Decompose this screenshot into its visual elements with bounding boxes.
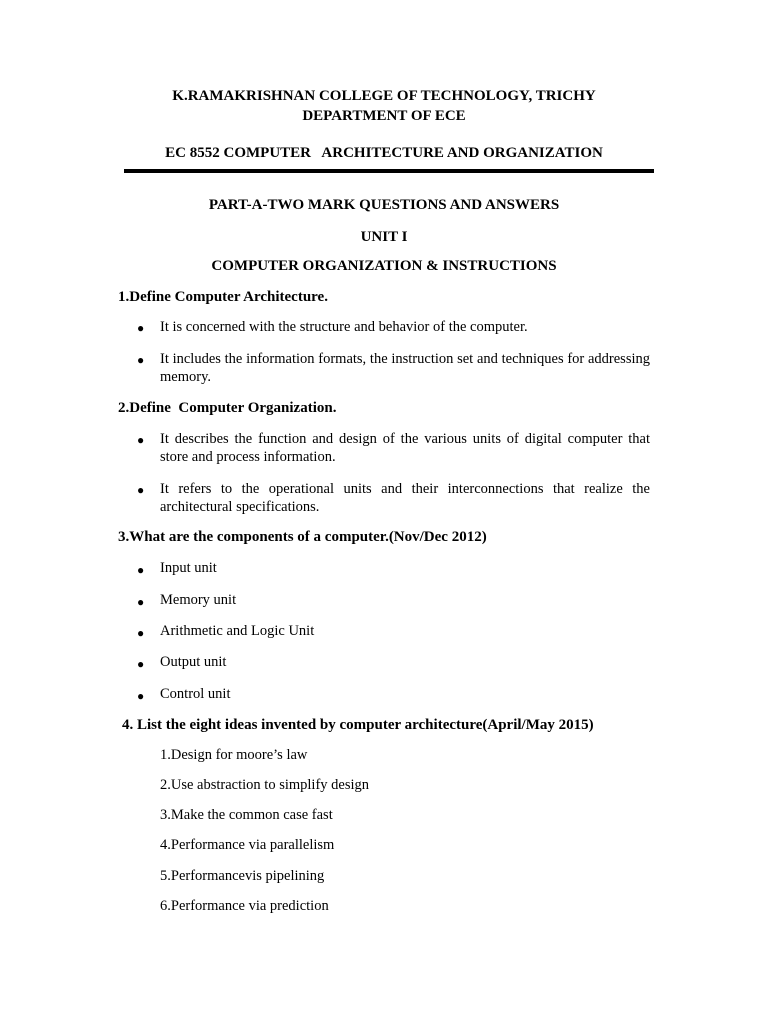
q4-answer-1: 1.Design for moore’s law bbox=[160, 747, 308, 763]
department-name: DEPARTMENT OF ECE bbox=[302, 108, 466, 124]
part-title: PART-A-TWO MARK QUESTIONS AND ANSWERS bbox=[208, 197, 560, 213]
question-3: 3.What are the components of a computer.(Nov/Dec 2012) bbox=[118, 529, 487, 545]
q2-answer-1: It describes the function and design of the various units of digital computer that store and process information. bbox=[160, 431, 650, 465]
bullet-icon: ● bbox=[137, 595, 145, 609]
bullet-icon: ● bbox=[137, 657, 145, 671]
course-title: EC 8552 COMPUTER ARCHITECTURE AND ORGANIZATION bbox=[165, 145, 603, 161]
bullet-icon: ● bbox=[137, 433, 145, 447]
q4-answer-5: 5.Performancevis pipelining bbox=[160, 868, 325, 884]
q3-answer-5: Control unit bbox=[160, 686, 231, 702]
q3-answer-1: Input unit bbox=[160, 560, 217, 576]
college-name: K.RAMAKRISHNAN COLLEGE OF TECHNOLOGY, TRICHY bbox=[172, 88, 596, 104]
unit-label: UNIT I bbox=[360, 229, 408, 245]
bullet-icon: ● bbox=[137, 353, 145, 367]
header-rule bbox=[124, 169, 654, 173]
q1-answer-1: It is concerned with the structure and behavior of the computer. bbox=[160, 319, 528, 335]
q1-answer-2: It includes the information formats, the instruction set and techniques for addressing memory. bbox=[160, 351, 650, 385]
bullet-icon: ● bbox=[137, 626, 145, 640]
unit-title: COMPUTER ORGANIZATION & INSTRUCTIONS bbox=[211, 258, 557, 274]
q4-answer-6: 6.Performance via prediction bbox=[160, 898, 329, 914]
bullet-icon: ● bbox=[137, 563, 145, 577]
q3-answer-2: Memory unit bbox=[160, 592, 237, 608]
question-4: 4. List the eight ideas invented by computer architecture(April/May 2015) bbox=[122, 717, 594, 733]
bullet-icon: ● bbox=[137, 689, 145, 703]
q4-answer-3: 3.Make the common case fast bbox=[160, 807, 333, 823]
q4-answer-2: 2.Use abstraction to simplify design bbox=[160, 777, 370, 793]
bullet-icon: ● bbox=[137, 321, 145, 335]
question-1: 1.Define Computer Architecture. bbox=[118, 289, 328, 305]
q3-answer-4: Output unit bbox=[160, 654, 227, 670]
bullet-icon: ● bbox=[137, 483, 145, 497]
q2-answer-2: It refers to the operational units and their interconnections that realize the architectural specifications. bbox=[160, 481, 650, 515]
q3-answer-3: Arithmetic and Logic Unit bbox=[160, 623, 315, 639]
q4-answer-4: 4.Performance via parallelism bbox=[160, 837, 335, 853]
question-2: 2.Define Computer Organization. bbox=[118, 400, 337, 416]
